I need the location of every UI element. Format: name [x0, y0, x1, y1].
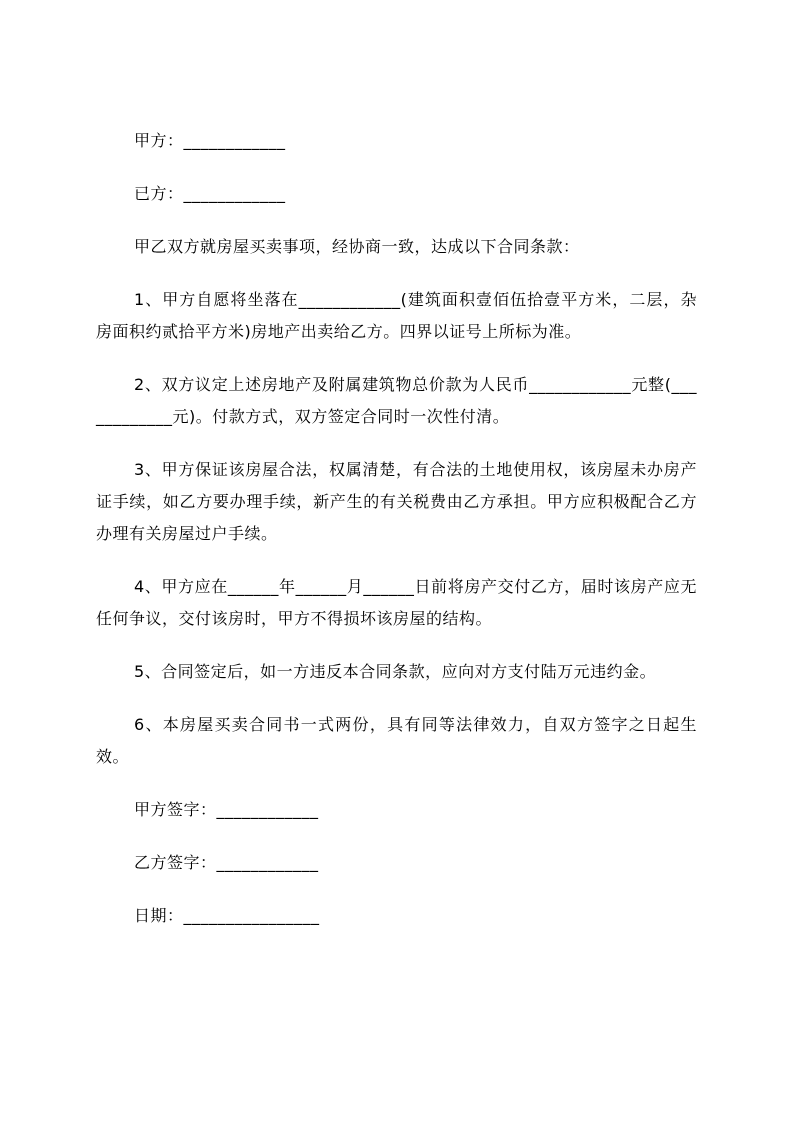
date-line: 日期：________________ — [134, 906, 320, 925]
clause-6: 6、本房屋买卖合同书一式两份，具有同等法律效力，自双方签字之日起生效。 — [96, 715, 697, 766]
party-b-signature-line: 乙方签字：____________ — [134, 853, 319, 872]
party-a-signature-line: 甲方签字：____________ — [134, 800, 319, 819]
party-b-line: 已方：____________ — [134, 184, 286, 203]
clause-3: 3、甲方保证该房屋合法，权属清楚，有合法的土地使用权，该房屋未办房产证手续，如乙方要办理手续，新产生的有关税费由乙方承担。甲方应积极配合乙方办理有关房屋过户手续。 — [96, 460, 697, 543]
clause-1: 1、甲方自愿将坐落在____________(建筑面积壹佰伍拾壹平方米，二层，杂房面积约贰拾平方米)房地产出卖给乙方。四界以证号上所标为准。 — [96, 290, 697, 341]
clause-2: 2、双方议定上述房地产及附属建筑物总价款为人民币____________元整(____________元)。付款方式，双方签定合同时一次性付清。 — [96, 375, 697, 426]
party-a-line: 甲方：____________ — [134, 131, 286, 150]
intro-line: 甲乙双方就房屋买卖事项，经协商一致，达成以下合同条款： — [134, 237, 580, 256]
clause-4: 4、甲方应在______年______月______日前将房产交付乙方，届时该房产应无任何争议，交付该房时，甲方不得损坏该房屋的结构。 — [96, 577, 697, 628]
contract-body — [96, 125, 697, 932]
clause-5: 5、合同签定后，如一方违反本合同条款，应向对方支付陆万元违约金。 — [134, 662, 657, 681]
